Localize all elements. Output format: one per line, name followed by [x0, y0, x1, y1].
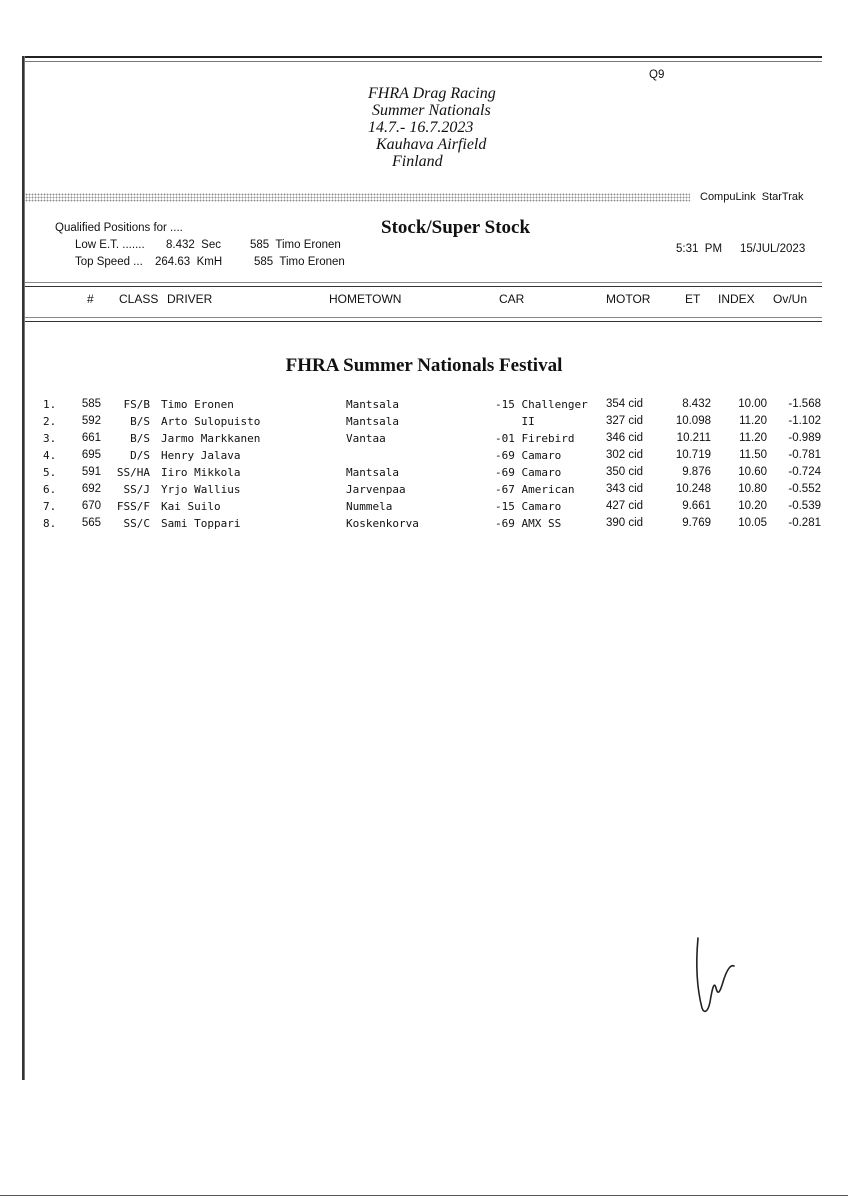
position: 4. [43, 449, 57, 462]
table-row [0, 481, 848, 498]
car-number: 565 [81, 517, 101, 529]
over-under: -0.552 [788, 483, 821, 495]
index: 10.20 [738, 500, 767, 512]
car-number: 591 [81, 466, 101, 478]
hometown: Mantsala [346, 415, 399, 428]
class: B/S [130, 432, 150, 445]
header-rule-bottom [25, 317, 822, 322]
table-row [0, 515, 848, 532]
car: -69 Camaro [495, 466, 562, 479]
car-number: 661 [81, 432, 101, 444]
motor: 327 cid [606, 415, 644, 427]
index: 10.05 [738, 517, 767, 529]
col-header-hometown: HOMETOWN [329, 292, 402, 306]
report-date: 15/JUL/2023 [740, 243, 806, 255]
class: FS/B [123, 398, 150, 411]
report-time: 5:31 PM [676, 243, 723, 255]
col-header-class: CLASS [119, 292, 159, 306]
car-number: 670 [81, 500, 101, 512]
car: -01 Firebird [495, 432, 575, 445]
top-speed-holder: 585 Timo Eronen [254, 256, 345, 268]
et: 8.432 [682, 398, 711, 410]
position: 8. [43, 517, 57, 530]
table-row [0, 430, 848, 447]
motor: 427 cid [606, 500, 644, 512]
col-header-num: # [87, 292, 94, 306]
hometown: Koskenkorva [346, 517, 419, 530]
over-under: -1.102 [788, 415, 821, 427]
dotted-separator [25, 193, 690, 202]
car-number: 692 [81, 483, 101, 495]
motor: 302 cid [606, 449, 644, 461]
class: SS/HA [116, 466, 150, 479]
driver: Jarmo Markkanen [161, 432, 261, 445]
top-speed-value: 264.63 KmH [155, 256, 223, 268]
motor: 343 cid [606, 483, 644, 495]
hometown: Jarvenpaa [346, 483, 406, 496]
over-under: -0.539 [788, 500, 821, 512]
index: 11.20 [739, 415, 767, 427]
table-row [0, 464, 848, 481]
position: 5. [43, 466, 57, 479]
event-header [340, 85, 540, 170]
col-header-index: INDEX [718, 292, 755, 306]
title-line: 14.7.- 16.7.2023 [368, 119, 474, 136]
results-table [0, 396, 848, 532]
position: 3. [43, 432, 57, 445]
class: SS/J [123, 483, 150, 496]
title-line: FHRA Drag Racing [368, 85, 496, 102]
class: B/S [130, 415, 150, 428]
table-row [0, 413, 848, 430]
motor: 350 cid [606, 466, 644, 478]
et: 10.098 [675, 415, 711, 427]
car: -15 Challenger [495, 398, 588, 411]
title-line: Finland [368, 153, 443, 170]
et: 10.248 [675, 483, 711, 495]
top-speed-label: Top Speed ... [75, 256, 143, 268]
table-row [0, 447, 848, 464]
et: 9.769 [682, 517, 711, 529]
et: 9.661 [682, 500, 711, 512]
table-row [0, 498, 848, 515]
car-number: 695 [81, 449, 101, 461]
class: FSS/F [116, 500, 150, 513]
hometown: Vantaa [346, 432, 386, 445]
et: 10.211 [676, 432, 711, 444]
index: 11.50 [739, 449, 767, 461]
frame-left-border [22, 56, 25, 1080]
category-title: Stock/Super Stock [381, 217, 531, 238]
col-header-car: CAR [499, 292, 525, 306]
class: SS/C [123, 517, 150, 530]
over-under: -0.281 [788, 517, 821, 529]
page-code: Q9 [649, 69, 665, 81]
index: 10.60 [738, 466, 767, 478]
col-header-et: ET [685, 292, 701, 306]
driver: Timo Eronen [161, 398, 234, 411]
driver: Iiro Mikkola [161, 466, 241, 479]
index: 10.00 [738, 398, 767, 410]
low-et-holder: 585 Timo Eronen [250, 239, 341, 251]
hometown: Mantsala [346, 398, 399, 411]
position: 6. [43, 483, 57, 496]
header-rule-top [25, 282, 822, 287]
position: 7. [43, 500, 57, 513]
over-under: -0.781 [788, 449, 821, 461]
driver: Kai Suilo [161, 500, 221, 513]
low-et-value: 8.432 Sec [166, 239, 221, 251]
et: 10.719 [675, 449, 711, 461]
handwritten-signature [690, 930, 760, 1020]
index: 11.20 [739, 432, 767, 444]
title-line: Summer Nationals [368, 102, 491, 119]
position: 1. [43, 398, 57, 411]
driver: Henry Jalava [161, 449, 241, 462]
col-header-ovun: Ov/Un [773, 292, 808, 306]
low-et-label: Low E.T. ....... [75, 239, 145, 251]
motor: 354 cid [606, 398, 644, 410]
car: -69 Camaro [495, 449, 562, 462]
driver: Sami Toppari [161, 517, 241, 530]
over-under: -0.989 [788, 432, 821, 444]
event-title: FHRA Summer Nationals Festival [285, 355, 563, 376]
car: -15 Camaro [495, 500, 562, 513]
car: -69 AMX SS [495, 517, 562, 530]
motor: 346 cid [606, 432, 644, 444]
bottom-rule [0, 1195, 848, 1198]
car: II [495, 415, 535, 428]
col-header-driver: DRIVER [167, 292, 213, 306]
over-under: -0.724 [788, 466, 821, 478]
position: 2. [43, 415, 57, 428]
index: 10.80 [738, 483, 767, 495]
frame-top-border [22, 56, 822, 62]
software-brand: CompuLink StarTrak [700, 191, 804, 203]
qualified-title: Qualified Positions for .... [55, 222, 183, 234]
driver: Arto Sulopuisto [161, 415, 261, 428]
hometown: Nummela [346, 500, 393, 513]
driver: Yrjo Wallius [161, 483, 241, 496]
motor: 390 cid [606, 517, 644, 529]
car-number: 585 [81, 398, 101, 410]
car: -67 American [495, 483, 575, 496]
col-header-motor: MOTOR [606, 292, 651, 306]
hometown: Mantsala [346, 466, 399, 479]
table-row [0, 396, 848, 413]
et: 9.876 [682, 466, 711, 478]
class: D/S [130, 449, 150, 462]
title-line: Kauhava Airfield [368, 136, 487, 153]
car-number: 592 [81, 415, 101, 427]
over-under: -1.568 [788, 398, 821, 410]
